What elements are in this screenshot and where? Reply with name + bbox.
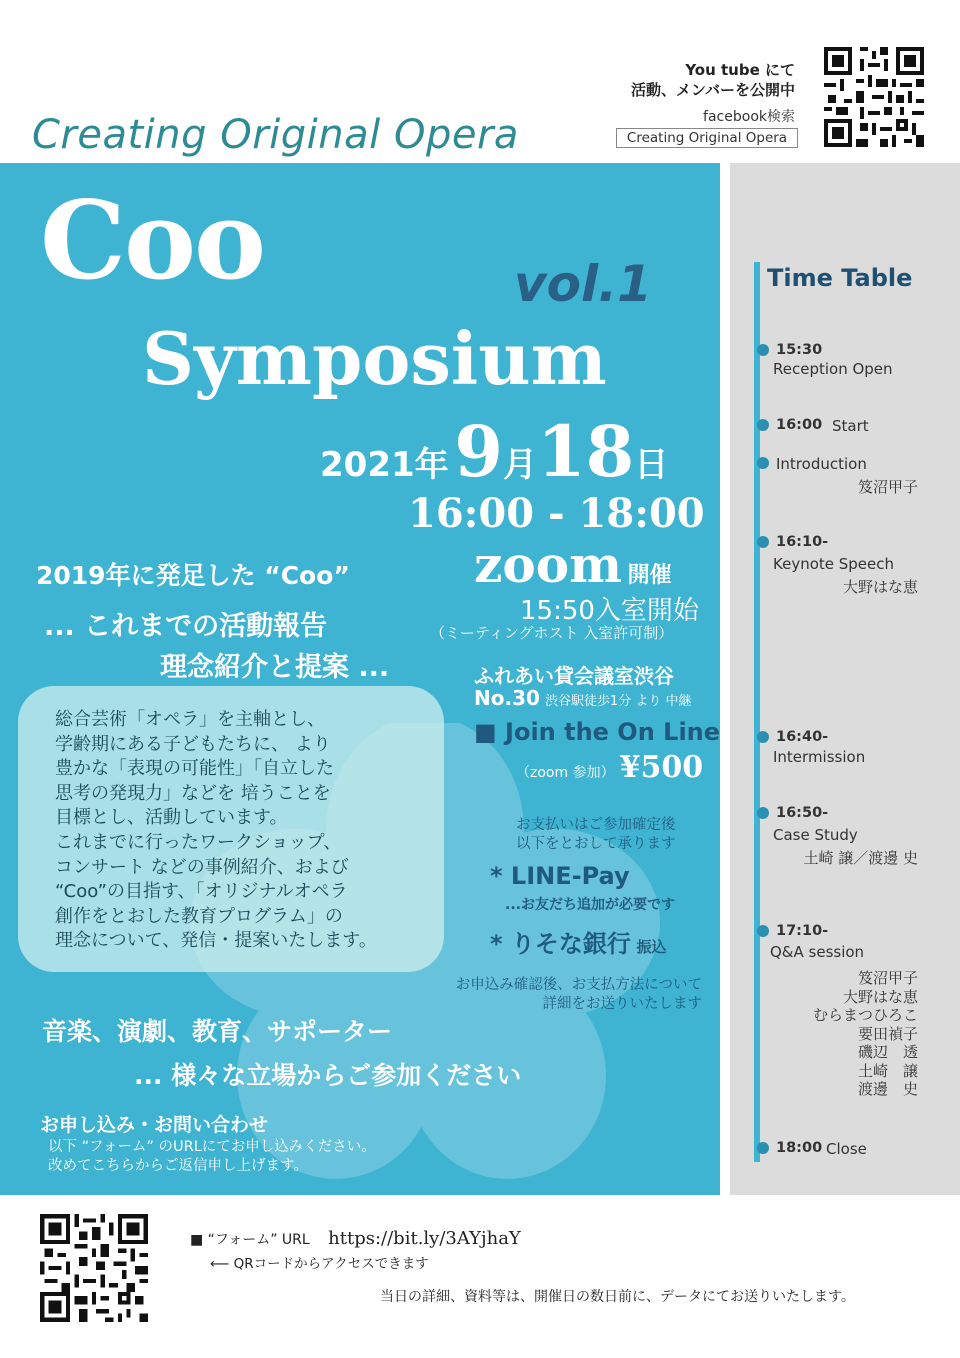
event-time: 16:00 - 18:00 [408, 490, 705, 537]
audience-line-1: 音楽、演劇、教育、サポーター [42, 1017, 393, 1046]
tt-label: Start [832, 417, 869, 435]
venue-name: ふれあい貸会議室渋谷 [474, 664, 674, 688]
tt-panelists: 笈沼甲子 大野はな恵 むらまつひろこ 要田禎子 磯辺 透 土崎 譲 渡邊 史 [812, 969, 918, 1098]
qr-code-top[interactable] [824, 47, 924, 147]
host-note: （ミーティングホスト 入室許可制） [430, 624, 674, 642]
qr-code-form[interactable] [40, 1214, 148, 1322]
description-text: 総合芸術「オペラ」を主軸とし、 学齢期にある子どもたちに、 より 豊かな「表現の可能性」「自立した 思考の発現力」などを 培うことを 目標とし、活動しています。 これまでに行ったワークショップ、 コンサート などの事例紹介、および “Coo”の目指す、「オリジナルオペラ 創作をとおした教育プログラム」の 理念について、発信・提案いたします。 [55, 709, 377, 952]
tt-speaker: 笈沼甲子 [857, 478, 918, 496]
form-url-link[interactable]: https://bit.ly/3AYjhaY [328, 1228, 521, 1249]
tt-time: 16:40- [776, 729, 829, 745]
payment-note: お支払いはご参加確定後 以下をとおして承ります [516, 817, 676, 852]
timeline-dot [757, 731, 769, 743]
timeline-dot [757, 457, 769, 469]
confirm-note: お申込み確認後、お支払方法について 詳細をお送りいたします [455, 977, 702, 1012]
timeline-dot [757, 925, 769, 937]
tt-time: 16:50- [776, 805, 829, 821]
tt-time: 16:10- [776, 534, 829, 550]
report-line-1: ... これまでの活動報告 [44, 611, 328, 642]
qr-code-icon [40, 1214, 148, 1322]
fee: （zoom 参加） ¥500 [516, 750, 704, 785]
tt-label: Intermission [773, 748, 866, 766]
entry-time: 15:50入室開始 [520, 596, 699, 626]
bank-transfer: * りそな銀行 振込 [490, 930, 667, 958]
footer-note: 当日の詳細、資料等は、開催日の数日前に、データにてお送りいたします。 [380, 1289, 855, 1305]
facebook-search-box: Creating Original Opera [616, 128, 798, 148]
tt-label: Q&A session [770, 943, 865, 961]
title-symposium: Symposium [142, 316, 607, 401]
apply-text: 以下 “フォーム” のURLにてお申し込みください。 改めてこちらからご返信申し上げます。 [48, 1139, 376, 1174]
title-coo: Coo [40, 178, 265, 304]
tt-time: 18:00 [776, 1140, 823, 1156]
qr-note: ⟵ QRコードからアクセスできます [210, 1256, 429, 1272]
facebook-label: facebook検索 [703, 109, 795, 125]
report-line-2: 理念紹介と提案 ... [160, 652, 390, 683]
tt-label: Reception Open [773, 360, 893, 378]
audience-line-2: ... 様々な立場からご参加ください [134, 1061, 522, 1090]
tt-speaker: 土崎 譲／渡邊 史 [803, 849, 918, 867]
youtube-note: You tube にて 活動、メンバーを公開中 [631, 61, 795, 99]
volume-label: vol.1 [514, 255, 652, 313]
venue-room: No.30 渋谷駅徒歩1分 より 中継 [474, 686, 692, 710]
tt-time: 17:10- [776, 923, 829, 939]
timeline-dot [757, 536, 769, 548]
event-platform: zoom 開催 [474, 535, 672, 594]
timeline-dot [757, 419, 769, 431]
since-text: 2019年に発足した “Coo” [36, 561, 350, 590]
form-url-line: ■ “フォーム” URL https://bit.ly/3AYjhaY [190, 1228, 521, 1249]
qr-code-icon [824, 47, 924, 147]
apply-title: お申し込み・お問い合わせ [40, 1114, 269, 1136]
timetable-line [754, 262, 760, 1162]
tt-label: Introduction [776, 455, 867, 473]
brand-title: Creating Original Opera [32, 112, 519, 158]
tt-label: Case Study [773, 826, 858, 844]
join-online: ■ Join the On Line [474, 718, 721, 746]
event-date: 2021年 9月18日 [320, 410, 669, 493]
tt-label: Close [826, 1140, 867, 1158]
tt-label: Keynote Speech [773, 555, 895, 573]
timetable-title: Time Table [767, 264, 913, 292]
tt-time: 15:30 [776, 342, 823, 358]
timeline-dot [757, 807, 769, 819]
tt-speaker: 大野はな恵 [842, 578, 918, 596]
line-pay-note: ...お友だち追加が必要です [505, 897, 675, 913]
timeline-dot [757, 344, 769, 356]
timeline-dot [757, 1142, 769, 1154]
tt-time: 16:00 [776, 417, 823, 433]
line-pay: * LINE-Pay [490, 862, 630, 890]
